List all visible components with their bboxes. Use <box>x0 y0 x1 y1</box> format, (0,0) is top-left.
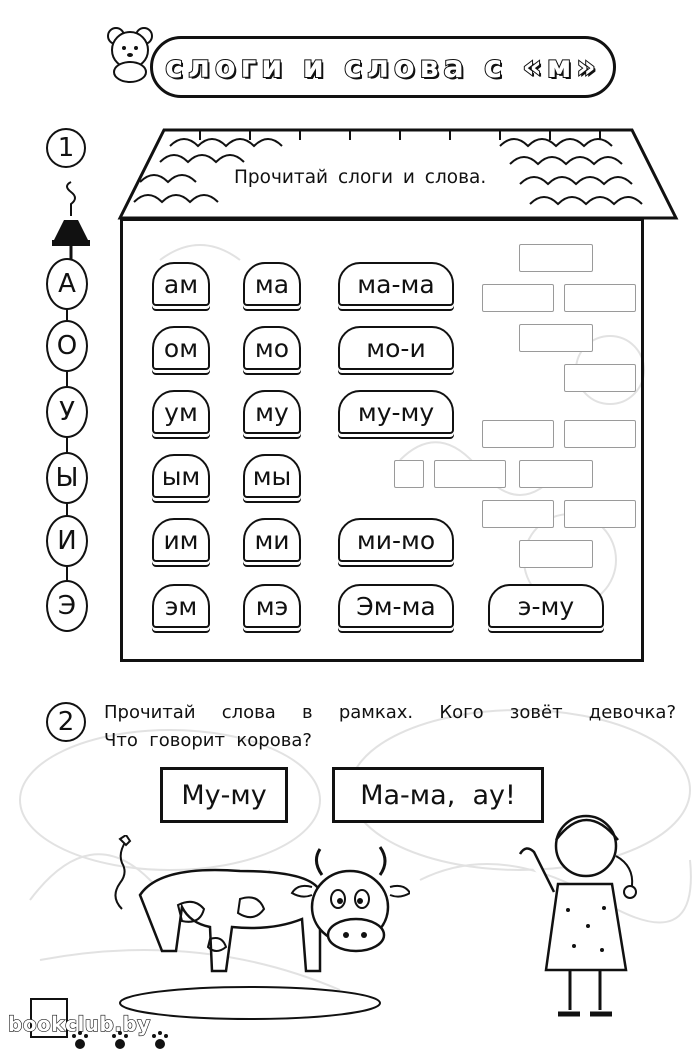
brick <box>564 500 636 528</box>
syllable-card: ум <box>152 390 210 434</box>
syllable-card: им <box>152 518 210 562</box>
vowel-y: Ы <box>46 452 88 504</box>
syllable-card: ам <box>152 262 210 306</box>
brick <box>519 244 593 272</box>
instruction-word: рамках. <box>338 702 414 723</box>
vowel-i: И <box>46 515 88 567</box>
word-card: ми-мо <box>338 518 454 562</box>
page-title: слоги и слова с «м» <box>165 49 601 85</box>
task-1-number: 1 <box>46 128 86 168</box>
word-frame-girl: Ма-ма, ау! <box>332 767 544 823</box>
task-1-instruction: Прочитай слоги и слова. <box>230 167 490 188</box>
girl-illustration <box>508 800 658 1026</box>
word-card: мо-и <box>338 326 454 370</box>
syllable-card: ом <box>152 326 210 370</box>
instruction-word: зовёт <box>509 702 563 723</box>
task-2-instruction-line-2: Что говорит корова? <box>104 730 312 751</box>
syllable-card: ми <box>243 518 301 562</box>
syllable-card: ым <box>152 454 210 498</box>
instruction-word: слова <box>221 702 276 723</box>
task-2-number: 2 <box>46 702 86 742</box>
watermark: bookclub.by <box>8 1012 151 1036</box>
word-card: Эм-ма <box>338 584 454 628</box>
task-2-instruction-line-1 <box>104 699 676 727</box>
brick <box>564 364 636 392</box>
lamp-icon <box>50 180 92 262</box>
brick <box>394 460 424 488</box>
instruction-word: девочка? <box>588 702 676 723</box>
syllable-card: мэ <box>243 584 301 628</box>
syllable-card: мо <box>243 326 301 370</box>
brick <box>519 540 593 568</box>
instruction-word: Кого <box>439 702 484 723</box>
vowel-a: А <box>46 258 88 310</box>
word-card: му-му <box>338 390 454 434</box>
vowel-e: Э <box>46 580 88 632</box>
word-frame-cow: Му-му <box>160 767 288 823</box>
syllable-card: ма <box>243 262 301 306</box>
brick <box>564 284 636 312</box>
task-2-instruction <box>104 699 676 755</box>
brick <box>482 420 554 448</box>
syllable-card: му <box>243 390 301 434</box>
syllable-card: эм <box>152 584 210 628</box>
syllable-card: мы <box>243 454 301 498</box>
brick <box>519 460 593 488</box>
vowel-o: О <box>46 320 88 372</box>
word-card: э-му <box>488 584 604 628</box>
brick <box>434 460 506 488</box>
cow-illustration <box>100 835 410 1025</box>
instruction-word: Прочитай <box>104 702 196 723</box>
vowel-u: У <box>46 386 88 438</box>
brick <box>564 420 636 448</box>
brick <box>519 324 593 352</box>
title-banner <box>150 36 616 98</box>
brick <box>482 284 554 312</box>
instruction-word: в <box>302 702 313 723</box>
brick <box>482 500 554 528</box>
word-card: ма-ма <box>338 262 454 306</box>
